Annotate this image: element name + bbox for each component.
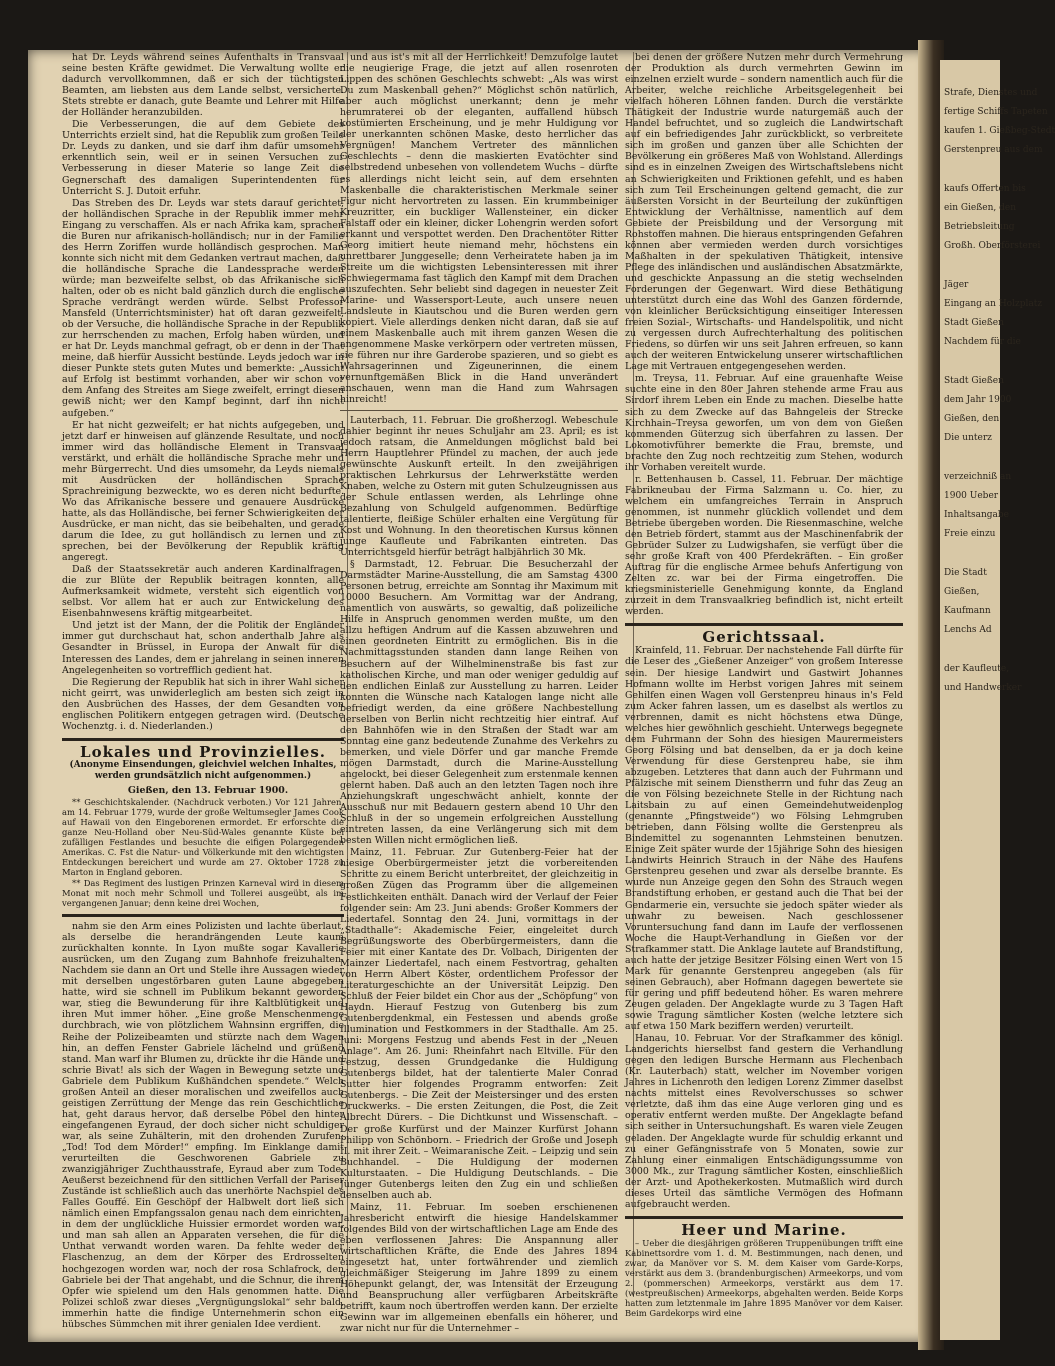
paragraph: Krainfeld, 11. Februar. Der nachstehende Fall dürfte für die Leser des „Gießener Anzeiger“ von großem Interesse sein. Der hiesige Landwirt und Gastwirt Johannes Hofmann wollte im Herbst vorigen Jahres mit seinem Gehilfen einen Wagen voll Gerstenpreu hinaus in's Feld zum Acker fahren lassen, um es daselbst als wertlos zu verbrennen, damit es nicht höchstens etwa Dünge, welches hier gewöhnlich geschieht. Unterwegs begegnete dem Fuhrmann der Sohn des hiesigen Maurermeisters Georg Fölsing und bat denselben, da er ja doch keine Verwendung für diese Gerstenpreu habe, sie ihm abzugeben. Letzteres that dann auch der Fuhrmann und Pfälzische mit seinem Dienstherrn und fuhr das Zeug an die von Fölsing bezeichnete Stelle in der Richtung nach Laitsbain zu auf einen Gemeindehutweidenplog (genannte „Pfingstweide“) wo Fölsing Lehmgruben betrieben, dann Fölsing wollte die Gerstenpreu als Bindemittel zu sogenannten Lehmsteinen benutzen. Einige Zeit später wurde der 15jährige Sohn des hiesigen Landwirts Heinrich Strauch in der Nähe des Haufens Gerstenpreu gesehen und zwar als derselbe brannte. Es wurde nun Anzeige gegen den Sohn des Strauch wegen Brandstiftung erhoben, er gestand auch die That bei der Gendarmerie ein, versuchte sie jedoch später wieder als unwahr zu beweisen. Nach geschlossener Voruntersuchung fand dann im Laufe der verflossenen Woche die Haupt-Verhandlung in Gießen vor der Strafkammer statt. Die Anklage lautete auf Brandstiftung, auch hatte der jetzige Besitzer Fölsing einen Wert von 15 Mark für genannte Gerstenpreu angegeben (als für seinen Gebrauch), aber Hofmann dagegen bewertete sie für gering und pfiff bedeutend höher. Es waren mehrere Zeugen geladen. Der Angeklagte wurde zu 3 Tagen Haft sowie Tragung sämtlicher Kosten (welche letztere sich auf etwa 150 Mark beziffern werden) verurteilt. <box>625 645 903 1033</box>
paragraph: Daß der Staatssekretär auch anderen Kardinalfragen, die zur Blüte der Republik beitragen konnten, alle Aufmerksamkeit widmete, versteht sich eigentlich von selbst. Vor allem hat er auch zur Entwickelung des Eisenbahnwesens kräftig mitgearbeitet. <box>62 564 344 620</box>
section-divider <box>62 914 344 917</box>
paragraph: Die Regierung der Republik hat sich in ihrer Wahl sicher nicht geirrt, was unwiderleglich am besten sich zeigt in den Ausbrüchen des Hasses, der dem Gesandten von englischen Politikern entgegen getragen wird. (Deutsche Wochenztg. i. d. Niederlanden.) <box>62 676 344 732</box>
adjacent-page-line: Strafe, Dienstes und <box>944 88 1038 98</box>
paragraph: und aus ist's mit all der Herrlichkeit! Demzufolge lautet die neugierige Frage, die jetzt auf allen rosenroten Lippen des schönen Geschlechts schwebt: „Als was wirst Du zum Maskenball gehen?“ Möglichst schön natürlich, aber auch möglichst unerkannt; denn je mehr herumraterei ob der eleganten, auffallend hübsch kostümierten Erscheinung, und je mehr Huldigung vor der unerkannten schönen Maske, desto herrlicher das Vergnügen! Manchem Vertreter des männlichen Geschlechts – denn die maskierten Evatöchter sind selbstredend unbesehen von vollendetem Wuchs – dürfte es allerdings nicht leicht sein, auf dem ersehnten Maskenballe die charakteristischen Merkmale seiner Figur nicht hervortreten zu lassen. Ein krummbeiniger Kreuzritter, ein buckliger Wallensteiner, ein dicker Falstaff oder ein kleiner, dicker Lohengrin werden sofort erkannt und verspottet werden. Den Drachentöter Ritter Georg imitiert heute niemand mehr, höchstens ein unrettbarer Junggeselle; denn Verheiratete haben ja im Streite um die wichtigsten Lebensinteressen mit ihrer Schwiegermama fast täglich den Kampf mit dem Drachen auszufechten. Sehr beliebt sind dagegen in neuester Zeit Marine- und Wassersport-Leute, auch unsere neuen Landsleute in Kiautschou und die Buren werden gern kopiert. Viele allerdings denken nicht daran, daß sie auf einem Maskenballe auch mit ihrem ganzen Wesen die angenommene Maske verkörpern oder vertreten müssen, sie führen nur ihre Garderobe spazieren, und so giebt es Wahrsagerinnen und Zigeunerinnen, die einem vernunftgemäßen Blick in die Hand unverändert anschauen, wenn man die Hand zum Wahrsagen hinreicht! <box>340 52 618 406</box>
adjacent-page-line: Freie einzu <box>944 529 996 539</box>
paragraph: Er hat nicht gezweifelt; er hat nichts aufgegeben, und jetzt darf er hinweisen auf glänzende Resultate, und noch immer wird das holländische Element in Transvaal verstärkt, und erhält die holländische Sprache mehr und mehr Bürgerrecht. Und dies umsomehr, da Leyds niemals mit Ausdrücken der holländischen Sprache Sprachreinigung bezweckte, wo es deren nicht bedurfte. Wo das Afrikanische bessere und genauere Ausdrücke hatte, als das Holländische, bei ferner Schwierigkeiten der Ausdrücke, er man nicht, das sie beibehalten, und gerade darum die Idee, zu gut holländisch zu lernen und zu sprechen, bei der Bevölkerung der Republik kräftig angeregt. <box>62 419 344 564</box>
paragraph: ** Geschichtskalender. (Nachdruck verboten.) Vor 121 Jahren, am 14. Februar 1779, wurde der große Weltumsegler James Cook auf Hawaii von den Eingeborenen ermordet. Er erforschte die ganze Neu-Holland ober Neu-Süd-Wales genannte Küste bei zufälligen Festlandes und besuchte die eifigen Polargegenden Amerikas. C. Fst die Natur- und Völkerkunde mit den wichtigsten Entdeckungen bereichert und wurde am 27. Oktober 1728 zu Marton in England geboren. <box>62 797 344 878</box>
paragraph: r. Bettenhausen b. Cassel, 11. Februar. Der mächtige Fabrikneubau der Firma Salzmann u. Co. hier, zu welchem ein umfangreiches Terrain in Anspruch genommen, ist nunmehr glücklich vollendet und dem Betriebe übergeben worden. Die Riesenmaschine, welche den Betrieb fördert, stammt aus der Maschinenfabrik der Gebrüder Sulzer zu Ludwigshafen, sie verfügt über die sehr große Kraft von 400 Pferdekräften. – Ein großer Auftrag für die englische Armee behufs Anfertigung von Zelten zc. war bei der Firma eingetroffen. Die kriegsministerielle Genehmigung konnte, da England zurzeit in dem Transvaalkrieg befindlich ist, nicht erteilt werden. <box>625 473 903 618</box>
paragraph: m. Treysa, 11. Februar. Auf eine grauenhafte Weise suchte eine in den 80er Jahren stehende arme Frau aus Sirdorf ihrem Leben ein Ende zu machen. Dieselbe hatte sich zu dem Zwecke auf das Bahngeleis der Strecke Kirchhain–Treysa geworfen, um von dem von Gießen kommenden Güterzug sich überfahren zu lassen. Der Lokomotivführer bemerkte die Frau, bremste, und brachte den Zug noch rechtzeitig zum Stehen, wodurch ihr Vorhaben vereitelt wurde. <box>625 373 903 473</box>
adjacent-page-line: Betriebsleitung <box>944 222 1015 232</box>
feuilleton-text <box>62 921 344 1330</box>
regional-news <box>340 415 618 1335</box>
paragraph: ** Das Regiment des lustigen Prinzen Karneval wird in diesem Monat mit noch mehr Schmoll und Tollerei ausgeübt, als im vergangenen Januar; denn keine drei Wochen, <box>62 878 344 909</box>
paragraph: Mainz, 11. Februar. Zur Gutenberg-Feier hat der hiesige Oberbürgermeister jetzt die vorbereitenden Schritte zu einem Bericht unterbreitet, der gleichzeitig in großen Zügen das Programm über die allgemeinen Festlichkeiten enthält. Danach wird der Verlauf der Feier folgender sein: Am 23. Juni abends: Großer Kommers der Liedertafel. Sonntag den 24. Juni, vormittags in der „Stadthalle“: Akademische Feier, eingeleitet durch Begrüßungsworte des Oberbürgermeisters, dann die Feier mit einer Kantate des Dr. Volbach, Dirigenten der Mainzer Liedertafel, nach einem Festvortrag, gehalten von Herrn Albert Köster, ordentlichem Professor der Literaturgeschichte an der Universität Leipzig. Den Schluß der Feier bildet ein Chor aus der „Schöpfung“ von Haydn. Hierauf Festzug von Gutenberg bis zum Gutenbergdenkmal, ein Festessen und abends große Illumination und Festkommers in der Stadthalle. Am 25. Juni: Morgens Festzug und abends Fest in der „Neuen Anlage“. Am 26. Juni: Rheinfahrt nach Eltville. Für den Festzug, dessen Grundgedanke die Huldigung Gutenbergs bildet, hat der talentierte Maler Conrad Sutter hier folgendes Programm entworfen: Zeit Gutenbergs. – Die Zeit der Meistersinger und des ersten Druckwerks. – Die ersten Zeitungen, die Post, die Zeit Albrecht Dürers. – Die Dichtkunst und Wissenschaft. – Der große Kurfürst und der Mainzer Kurfürst Johann Philipp von Schönborn. – Friedrich der Große und Joseph II. mit ihrer Zeit. – Weimaranische Zeit. – Leipzig und sein Buchhandel. – Die Huldigung der modernen Kulturstaaten. – Die Huldigung Deutschlands. – Die Jünger Gutenbergs leiten den Zug ein und schließen denselben auch ab. <box>340 847 618 1201</box>
paragraph: Hanau, 10. Februar. Vor der Strafkammer des königl. Landgerichts hierselbst fand gestern die Verhandlung gegen den ledigen Bursche Hermann aus Flechenbach (Kr. Lauterbach) statt, welcher im November vorigen Jahres in Lichenroth den ledigen Lorenz Zimmer daselbst nachts mittelst eines Revolverschusses so schwer verletzte, daß ihm das eine Auge verloren ging und es operativ entfernt werden mußte. Der Angeklagte befand sich seither in Untersuchungshaft. Es waren viele Zeugen geladen. Der Angeklagte wurde für schuldig erkannt und zu einer Gefängnisstrafe von 5 Monaten, sowie zur Zahlung einer einmaligen Entschädigungssumme von 3000 Mk., zur Tragung sämtlicher Kosten, einschließlich der Arzt- und Apothekerkosten. Mutmaßlich wird durch dieses Urteil das sämtliche Vermögen des Hofmann aufgebraucht werden. <box>625 1033 903 1210</box>
adjacent-page-line: Lenchs Ad <box>944 625 992 635</box>
adjacent-page-line: dem Jahr 1900 <box>944 395 1012 405</box>
section-divider <box>625 623 903 626</box>
adjacent-page-line: Eingang an Holzplatz <box>944 299 1043 309</box>
article-dr-leyds <box>62 52 344 732</box>
section-divider <box>625 1216 903 1219</box>
paragraph: bei denen der größere Nutzen mehr durch Vermehrung der Produktion als durch vermehrten Gewinn im einzelnen erzielt wurde – sondern namentlich auch für die Arbeiter, welche reichliche Arbeitsgelegenheit bei vielfach höheren Löhnen fanden. Durch die verstärkte Thätigkeit der Industrie wurde naturgemäß auch der Handel befruchtet, und so zugleich die Landwirtschaft auf ein befriedigendes Jahr zurückblickt, so verbreitete sich im großen und ganzen über alle Schichten der Bevölkerung ein größeres Maß von Wohlstand. Allerdings sind es in einzelnen Zweigen des Wirtschaftslebens nicht an Schwierigkeiten und Friktionen gefehlt, und es haben sich zum Teil Erscheinungen geltend gemacht, die zur äußersten Vorsicht in der Beurteilung der zukünftigen Entwicklung der Verhältnisse, namentlich auf dem Gebiete der Preisbildung und der Versorgung mit Rohstoffen mahnen. Die hieraus entspringenden Gefahren können aber vermieden werden durch vorsichtiges Maßhalten in der spekulativen Thätigkeit, intensive Pflege des inländischen und ausländischen Absatzmärkte, und geschickte Anpassung an die stetig wechselnden Forderungen der Gegenwart. Wird diese Bethätigung unterstützt durch eine das Wohl des Ganzen fördernde, von kleinlicher Berücksichtigung einseitiger Interessen freien Sozial-, Wirtschafts- und Handelspolitik, und nicht zu vergessen durch Aufrechterhaltung des politischen Friedens, so dürfen wir uns seit Jahren erfreuen, so kann auch der weiteren Entwickelung unserer wirtschaftlichen Lage mit Vertrauen entgegengesehen werden. <box>625 52 903 373</box>
adjacent-page-line: Kaufmann <box>944 606 991 616</box>
paragraph: Mainz, 11. Februar. Im soeben erschienenen Jahresbericht entwirft die hiesige Handelskammer folgendes Bild von der wirtschaftlichen Lage am Ende des eben verflossenen Jahres: Die Anspannung aller wirtschaftlichen Kräfte, die Ende des Jahres 1894 eingesetzt hat, unter fortwährender und ziemlich gleichmäßiger Steigerung im Jahre 1899 zu einem Höhepunkt gelangt, der, was Intensität der Erzeugung und Beanspruchung aller verfügbaren Arbeitskräfte betrifft, kaum noch übertroffen werden kann. Der erzielte Gewinn war im allgemeinen ebenfalls ein höherer, und zwar nicht nur für die Unternehmer – <box>340 1201 618 1335</box>
adjacent-page-line: Gerstenpreu aus dem <box>944 145 1043 155</box>
adjacent-page-line: kaufs Offerten bis <box>944 184 1026 194</box>
adjacent-page-line: Die Stadt <box>944 568 987 578</box>
adjacent-page-line: verzeichniß an <box>944 472 1012 482</box>
section-subtitle: (Anonyme Einsendungen, gleichviel welchen Inhaltes, werden grundsätzlich nicht aufgenommen.) <box>69 759 337 781</box>
section-divider <box>62 738 344 741</box>
adjacent-page-line: Großh. Oberförsterei <box>944 241 1041 251</box>
adjacent-page-line: und Handwerker <box>944 683 1022 693</box>
paragraph: Das Streben des Dr. Leyds war stets darauf gerichtet, der holländischen Sprache in der Republik immer mehr Eingang zu verschaffen. Als er nach Afrika kam, sprachen die Buren nur afrikanisch-holländisch; nur in der Familie des Herrn Zoriffen wurde holländisch gesprochen. Man konnte sich nicht mit dem Gedanken vertraut machen, daß die holländische Sprache die Landessprache werden würde; man bezweifelte selbst, ob das Afrikanische sich halten, oder ob es nicht bald gänzlich durch die englische Sprache verdrängt werden würde. Selbst Professor Mansfeld (Unterrichtsminister) hat oft daran gezweifelt, ob der Versuche, die holländische Sprache in der Republik zur herrschenden zu machen, Erfolg haben würden, und er hat Dr. Leyds manchmal gefragt, ob er denn in der That meine, daß hierfür Aussicht bestünde. Leyds jedoch war in dieser Punkte stets guten Mutes und bemerkte: „Aussicht auf Erfolg ist bestimmt vorhanden, aber wir schon vor dem Anfang des Streites am Siege zweifelt, erringt diesen gewiß nicht; wer den Kampf beginnt, darf ihn nicht aufgeben.“ <box>62 197 344 419</box>
paragraph: hat Dr. Leyds während seines Aufenthalts in Transvaal seine besten Kräfte gewidmet. Die Verwaltung wollte er dadurch vervollkommnen, daß er sich der tüchtigsten Beamten, am liebsten aus dem Lande selbst, versicherte. Stets strebte er danach, gute Beamte und Lehrer mit Hilfe der Holländer heranzubilden. <box>62 52 344 119</box>
adjacent-page-line: fertige Schiffs Tapeten <box>944 107 1048 117</box>
adjacent-page-line: Gießen, den <box>944 414 1000 424</box>
paragraph: § Darmstadt, 12. Februar. Die Besucherzahl der Darmstädter Marine-Ausstellung, die am Samstag 4300 Personen betrug, erreichte am Sonntag ihr Maximum mit 10000 Besuchern. Am Vormittag war der Andrang, namentlich von auswärts, so gewaltig, daß polizeiliche Hilfe in Anspruch genommen werden mußte, um den allzu heftigen Andrum auf die Kassen abzuwehren und einen geordneten Eintritt zu ermöglichen. Bis in die Nachmittagsstunden standen dann lange Reihen von Besuchern auf der Wilhelminenstraße bis fast zur katholischen Kirche, und man oder weniger geduldig auf den endlichen Einlaß zur Ausstellung zu harren. Leider konnten die Wünsche nach Katalogen lange nicht alle befriedigt werden, da eine größere Nachbestellung derselben von Berlin nicht rechtzeitig hier eintraf. Auf den Bahnhöfen wie in den Straßen der Stadt war am Sonntag eine ganz bedeutende Zunahme des Verkehrs zu bemerken, und viele Dörfer und gar manche Fremde mögen Darmstadt, durch die Marine-Ausstellung angelockt, bei dieser Gelegenheit zum erstenmale kennen gelernt haben. Daß auch an den letzten Tagen noch ihre Anziehungskraft ungeschwächt anhielt, konnte der Ausschuß nur mit Bedauern gestern abend 10 Uhr den Schluß in der so ungemein erfolgreichen Ausstellung eintreten lassen, da eine Verlängerung sich mit dem besten Willen nicht ermöglichen ließ. <box>340 559 618 847</box>
adjacent-page-edge <box>940 60 1055 1340</box>
court-reports <box>625 645 903 1209</box>
paragraph: nahm sie den Arm eines Polizisten und lachte überlaut, als derselbe die herandrängenden Leute kaum zurückhalten konnte. In Lyon mußte sogar Kavallerie ausrücken, um den Zugang zum Bahnhofe freizuhalten. Nachdem sie dann an Ort und Stelle ihre Aussagen wieder mit derselben ungestörbaren guten Laune abgegeben hatte, wird sie schnell im Publikum bekannt geworden war, stieg die Bewunderung für ihre Kaltblütigkeit und ihren Mut immer höher. „Eine große Menschenmenge durchbrach, wie von plötzlichem Wahnsinn ergriffen, die Reihe der Polizeibeamten und stürzte nach dem Wagen hin, an deffen Fenster Gabriele lächelnd und grüßend stand. Man warf ihr Blumen zu, drückte ihr die Hände und schrie Bivat! als sich der Wagen in Bewegung setzte und Gabriele dem Publikum Kußhändchen spendete.“ Welch großen Anteil an dieser moralischen und zweifellos auch geistigen Zerrüttung der Menge das rein Geschichtliche hat, geht daraus hervor, daß derselbe Pöbel den hinter eingefangenen Eyraud, der doch sicher nicht schuldiger war, als seine Zuhälterin, mit den drohenden Zurufen: „Tod! Tod dem Mörder!“ empfing. Im Einklange damit verurteilten die Geschworenen Gabriele zu zwanzigjähriger Zuchthausstrafe, Eyraud aber zum Tode. Aeußerst bezeichnend für den sittlichen Verfall der Pariser Zustände ist schließlich auch das unerhörte Nachspiel des Falles Gouffé. Ein Geschöpf der Halbwelt dort ließ sich nämlich einen Empfangssalon genau nach dem einrichten, in dem der unglückliche Huissier ermordet worden war, und man sah allen an Apparaten versehen, die für die Unthat verwandt worden waren. Da fehlte weder der Flaschenzug, an dem der Körper des Erdrosselten hochgezogen worden war, noch der rosa Schlafrock, den Gabriele bei der That angehabt, und die Schnur, die ihrem Opfer wie spielend um den Hals genommen hatte. Die Polizei schloß zwar dieses „Vergnügungslokal“ sehr bald, immerhin hatte die findige Unternehmerin schon ein hübsches Sümmchen mit ihrer genialen Idee verdient. <box>62 921 344 1330</box>
adjacent-page-line: Gießen, <box>944 587 980 597</box>
regional-news-cont <box>625 52 903 617</box>
adjacent-page-line: Stadt Gießen <box>944 376 1004 386</box>
column-1 <box>62 52 344 1330</box>
army-article: – Ueber die diesjährigen größeren Truppenübungen trifft eine Kabinettsordre vom 1. d. M. Bestimmungen, nach denen, und zwar, da Manöver vor S. M. dem Kaiser vom Garde-Korps, verstärkt aus dem 3. (brandenburgischen) Armeekorps, und vom 2. (pommerschen) Armeekorps, verstärkt aus dem 17. (westpreußischen) Armeekorps, abgehalten werden. Beide Korps hatten zum letztenmale im Jahre 1895 Manöver vor dem Kaiser. Beim Gardekorps wird eine <box>625 1237 903 1318</box>
adjacent-page-line: Nachdem für die <box>944 337 1021 347</box>
adjacent-page-line: ein Gießen, den <box>944 203 1016 213</box>
adjacent-page-line: der Kaufleute, <box>944 664 1010 674</box>
paragraph: Lauterbach, 11. Februar. Die großherzogl. Webeschule dahier beginnt ihr neues Schuljahr am 23. April; es ist jedoch ratsam, die Anmeldungen möglichst bald bei Herrn Hauptlehrer Pfündel zu machen, der auch jede gewünschte Auskunft erteilt. In den zweijährigen praktischen Lehrkursus der Lehrwerkstätte werden Knaben, welche zu Ostern mit guten Schulzeugnissen aus der Schule entlassen werden, als Lehrlinge ohne Bezahlung von Schulgeld aufgenommen. Bedürftige talentierte, fleißige Schüler erhalten eine Vergütung für Kost und Wohnung. In den theoretischen Kursus können junge Kaufleute und Fabrikanten eintreten. Das Unterrichtsgeld hierfür beträgt halbjährlich 30 Mk. <box>340 414 618 559</box>
article-maskenball <box>340 52 618 406</box>
section-divider <box>340 410 618 411</box>
local-news <box>62 797 344 908</box>
adjacent-page-line: Stadt Gießen <box>944 318 1004 328</box>
section-heading-local: Lokales und Provinzielles. <box>80 742 326 761</box>
paragraph: Die Verbesserungen, die auf dem Gebiete des Unterrichts erzielt sind, hat die Republik zum großen Teile Dr. Leyds zu danken, und sie darf ihm dafür umsomehr erkenntlich sein, weil er in seinen Versuchen zur Verbesserung in dieser Materie so lange Zeit die Gegnerschaft des damaligen Superintendenten für Unterricht S. J. Dutoit erfuhr. <box>62 119 344 197</box>
adjacent-page-line: 1900 Ueber <box>944 491 999 501</box>
section-heading-army: Heer und Marine. <box>681 1220 847 1239</box>
column-3 <box>625 52 903 1318</box>
adjacent-page-line: Jäger <box>944 280 969 290</box>
section-heading-court: Gerichtssaal. <box>702 628 826 647</box>
column-2 <box>340 52 618 1335</box>
adjacent-page-line: Die unterz <box>944 433 992 443</box>
adjacent-page-line: kaufen 1. Gießbeg-Stedt <box>944 126 1055 136</box>
paragraph: Und jetzt ist der Mann, der die Politik der Engländer immer gut durchschaut hat, schon anderthalb Jahre als Gesandter in Brüssel, in Europa der Anwalt für die Interessen des Landes, dem er jahrelang in seinen inneren Angelegenheiten so vortrefflich gedient hat. <box>62 620 344 676</box>
dateline: Gießen, den 13. Februar 1900. <box>127 785 289 796</box>
adjacent-page-line: Inhaltsangabe <box>944 510 1010 520</box>
